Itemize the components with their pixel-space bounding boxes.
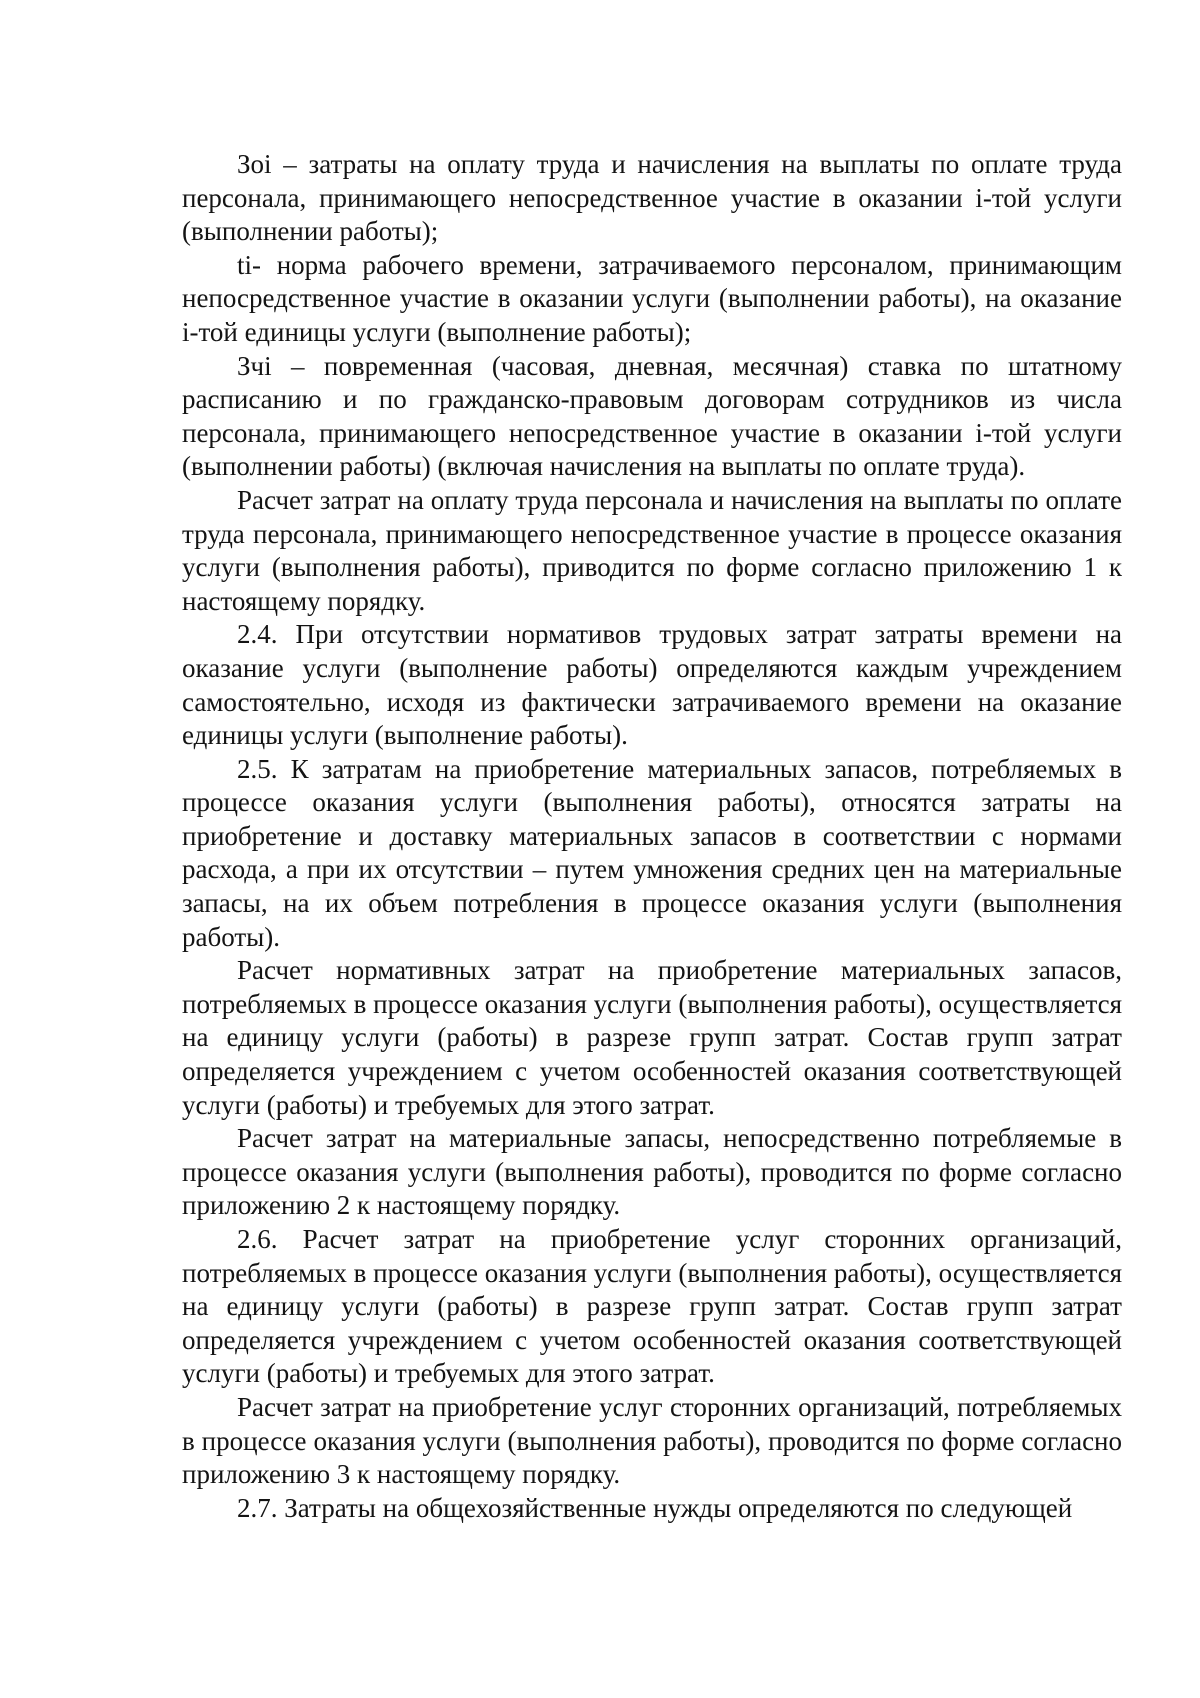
paragraph-zchi-definition: Зчi – повременная (часовая, дневная, месячная) ставка по штатному расписанию и по гражданско-правовым договорам сотрудников из числа персонала, принимающего непосредственное участие в оказании i-той услуги (выполнении работы) (включая начисления на выплаты по оплате труда).	[182, 350, 1122, 482]
paragraph-zoi-definition: Зoi – затраты на оплату труда и начисления на выплаты по оплате труда персонала, принимающего непосредственное участие в оказании i-той услуги (выполнении работы);	[182, 149, 1122, 247]
paragraph-material-norms-calculation: Расчет нормативных затрат на приобретение материальных запасов, потребляемых в процессе оказания услуги (выполнения работы), осуществляется на единицу услуги (работы) в разрезе групп затрат. Состав групп затрат определяется учреждением с учетом особенностей оказания соответствующей услуги (работы) и требуемых для этого затрат.	[182, 955, 1122, 1120]
paragraph-section-2-7: 2.7. Затраты на общехозяйственные нужды определяются по следующей	[237, 1492, 1073, 1523]
paragraph-section-2-4: 2.4. При отсутствии нормативов трудовых затрат затраты времени на оказание услуги (выполнение работы) определяются каждым учреждением самостоятельно, исходя из фактически затрачиваемого времени на оказание единицы услуги (выполнение работы).	[182, 619, 1122, 751]
paragraph-labor-cost-calculation: Расчет затрат на оплату труда персонала и начисления на выплаты по оплате труда персонала, принимающего непосредственное участие в процессе оказания услуги (выполнения работы), приводится по форме согласно приложению 1 к настоящему порядку.	[182, 484, 1122, 616]
paragraph-section-2-5: 2.5. К затратам на приобретение материальных запасов, потребляемых в процессе оказания услуги (выполнения работы), относятся затраты на приобретение и доставку материальных запасов в соответствии с нормами расхода, а при их отсутствии – путем умножения средних цен на материальные запасы, на их объем потребления в процессе оказания услуги (выполнения работы).	[182, 753, 1122, 952]
paragraph-section-2-6: 2.6. Расчет затрат на приобретение услуг сторонних организаций, потребляемых в процессе оказания услуги (выполнения работы), осуществляется на единицу услуги (работы) в разрезе групп затрат. Состав групп затрат определяется учреждением с учетом особенностей оказания соответствующей услуги (работы) и требуемых для этого затрат.	[182, 1224, 1122, 1389]
paragraph-ti-definition: ti- норма рабочего времени, затрачиваемого персоналом, принимающим непосредственное участие в оказании услуги (выполнении работы), на оказание i-той единицы услуги (выполнение работы);	[182, 249, 1122, 347]
paragraph-third-party-cost-form: Расчет затрат на приобретение услуг сторонних организаций, потребляемых в процессе оказания услуги (выполнения работы), проводится по форме согласно приложению 3 к настоящему порядку.	[182, 1391, 1122, 1490]
document-body	[182, 148, 1122, 1525]
paragraph-material-cost-form: Расчет затрат на материальные запасы, непосредственно потребляемые в процессе оказания услуги (выполнения работы), проводится по форме согласно приложению 2 к настоящему порядку.	[182, 1123, 1122, 1221]
